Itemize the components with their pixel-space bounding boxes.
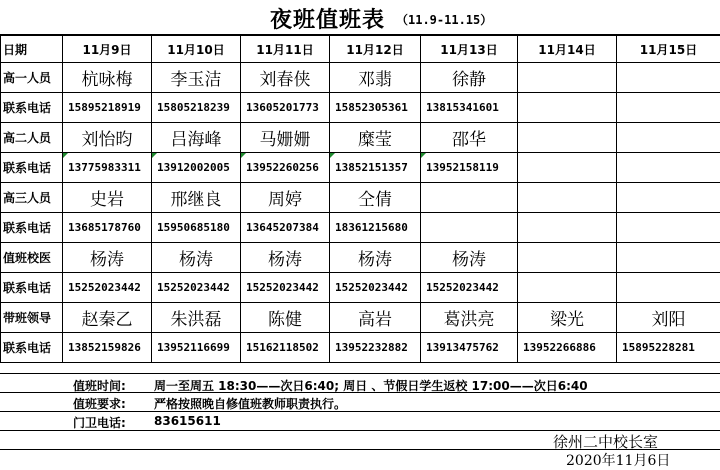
table-body — [1, 35, 720, 363]
title-row — [0, 0, 720, 34]
row-label: 联系电话 — [1, 153, 63, 183]
staff-name-cell: 史岩 — [63, 183, 152, 213]
staff-name-cell: 刘阳 — [617, 303, 720, 333]
staff-name-cell: 李玉洁 — [152, 63, 241, 93]
duty-requirement-value: 严格按照晚自修值班教师职责执行。 — [154, 395, 346, 412]
phone-row — [1, 93, 720, 123]
staff-name-cell: 仝倩 — [330, 183, 421, 213]
date-cell: 11月14日 — [518, 35, 617, 63]
phone-number-cell: 15895218919 — [63, 93, 152, 123]
phone-number-cell: 13852159826 — [63, 333, 152, 363]
phone-number-cell — [518, 273, 617, 303]
staff-row — [1, 243, 720, 273]
date-header-label: 日期 — [1, 35, 63, 63]
office-signature: 徐州二中校长室 — [553, 431, 658, 452]
phone-number-cell: 13952260256 — [241, 153, 330, 183]
header-row — [1, 35, 720, 63]
phone-number-cell: 13605201773 — [241, 93, 330, 123]
duty-requirement-label: 值班要求: — [73, 395, 126, 412]
staff-name-cell: 葛洪亮 — [421, 303, 518, 333]
duty-schedule-table — [0, 34, 720, 363]
date-cell: 11月13日 — [421, 35, 518, 63]
phone-number-cell: 13952158119 — [421, 153, 518, 183]
phone-number-cell: 13912002005 — [152, 153, 241, 183]
phone-number-cell — [421, 213, 518, 243]
staff-name-cell: 梁光 — [518, 303, 617, 333]
duty-time-label: 值班时间: — [73, 377, 126, 394]
staff-name-cell — [518, 183, 617, 213]
row-label: 值班校医 — [1, 243, 63, 273]
phone-number-cell: 15950685180 — [152, 213, 241, 243]
date-cell: 11月11日 — [241, 35, 330, 63]
page-title: 夜班值班表 — [270, 3, 385, 34]
row-label: 高二人员 — [1, 123, 63, 153]
staff-name-cell: 杨涛 — [63, 243, 152, 273]
date-range: （11.9-11.15） — [396, 11, 492, 28]
staff-name-cell: 陈健 — [241, 303, 330, 333]
row-label: 联系电话 — [1, 273, 63, 303]
phone-number-cell — [617, 213, 720, 243]
staff-name-cell — [421, 183, 518, 213]
phone-number-cell: 13645207384 — [241, 213, 330, 243]
phone-number-cell — [617, 153, 720, 183]
phone-row — [1, 273, 720, 303]
row-label: 联系电话 — [1, 333, 63, 363]
staff-name-cell: 高岩 — [330, 303, 421, 333]
staff-name-cell: 糜莹 — [330, 123, 421, 153]
staff-name-cell: 赵秦乙 — [63, 303, 152, 333]
staff-name-cell: 杨涛 — [421, 243, 518, 273]
staff-name-cell — [617, 63, 720, 93]
staff-row — [1, 183, 720, 213]
phone-number-cell: 15252023442 — [421, 273, 518, 303]
phone-number-cell: 15252023442 — [152, 273, 241, 303]
phone-number-cell: 13685178760 — [63, 213, 152, 243]
phone-number-cell: 13815341601 — [421, 93, 518, 123]
phone-number-cell — [518, 213, 617, 243]
staff-name-cell — [617, 243, 720, 273]
row-label: 带班领导 — [1, 303, 63, 333]
staff-row — [1, 63, 720, 93]
date-cell: 11月12日 — [330, 35, 421, 63]
date-cell: 11月15日 — [617, 35, 720, 63]
row-label: 联系电话 — [1, 213, 63, 243]
phone-number-cell: 15252023442 — [241, 273, 330, 303]
staff-name-cell — [617, 183, 720, 213]
gate-phone-label: 门卫电话: — [73, 414, 126, 431]
staff-name-cell: 马姗姗 — [241, 123, 330, 153]
staff-name-cell: 朱洪磊 — [152, 303, 241, 333]
date-cell: 11月10日 — [152, 35, 241, 63]
staff-row — [1, 123, 720, 153]
phone-row — [1, 213, 720, 243]
footer-divider — [0, 392, 720, 393]
staff-name-cell: 邢继良 — [152, 183, 241, 213]
phone-number-cell: 15805218239 — [152, 93, 241, 123]
staff-name-cell — [518, 243, 617, 273]
staff-name-cell: 杨涛 — [330, 243, 421, 273]
staff-name-cell: 杨涛 — [241, 243, 330, 273]
phone-row — [1, 153, 720, 183]
phone-number-cell — [617, 273, 720, 303]
phone-number-cell — [518, 153, 617, 183]
staff-name-cell: 邵华 — [421, 123, 518, 153]
date-cell: 11月9日 — [63, 35, 152, 63]
staff-name-cell — [617, 123, 720, 153]
phone-number-cell — [617, 93, 720, 123]
row-label: 高一人员 — [1, 63, 63, 93]
staff-name-cell: 徐静 — [421, 63, 518, 93]
phone-number-cell: 15852305361 — [330, 93, 421, 123]
phone-number-cell: 13952266886 — [518, 333, 617, 363]
phone-number-cell: 18361215680 — [330, 213, 421, 243]
staff-name-cell: 吕海峰 — [152, 123, 241, 153]
row-label: 高三人员 — [1, 183, 63, 213]
phone-number-cell: 15252023442 — [330, 273, 421, 303]
phone-number-cell: 15162118502 — [241, 333, 330, 363]
staff-name-cell — [518, 63, 617, 93]
phone-number-cell: 13952232882 — [330, 333, 421, 363]
gate-phone-value: 83615611 — [154, 414, 221, 428]
phone-number-cell: 13952116699 — [152, 333, 241, 363]
staff-name-cell: 刘怡昀 — [63, 123, 152, 153]
phone-number-cell: 13852151357 — [330, 153, 421, 183]
duty-time-value: 周一至周五 18:30——次日6:40; 周日 、节假日学生返校 17:00——次日6:40 — [154, 377, 588, 394]
phone-number-cell: 15252023442 — [63, 273, 152, 303]
staff-name-cell: 杨涛 — [152, 243, 241, 273]
staff-name-cell — [518, 123, 617, 153]
staff-name-cell: 刘春侠 — [241, 63, 330, 93]
phone-number-cell: 15895228281 — [617, 333, 720, 363]
phone-row — [1, 333, 720, 363]
phone-number-cell: 13775983311 — [63, 153, 152, 183]
staff-name-cell: 杭咏梅 — [63, 63, 152, 93]
phone-number-cell: 13913475762 — [421, 333, 518, 363]
footer-divider — [0, 373, 720, 374]
staff-name-cell: 邓翡 — [330, 63, 421, 93]
issue-date: 2020年11月6日 — [566, 450, 670, 470]
row-label: 联系电话 — [1, 93, 63, 123]
phone-number-cell — [518, 93, 617, 123]
staff-row — [1, 303, 720, 333]
staff-name-cell: 周婷 — [241, 183, 330, 213]
footer-divider — [0, 411, 720, 412]
